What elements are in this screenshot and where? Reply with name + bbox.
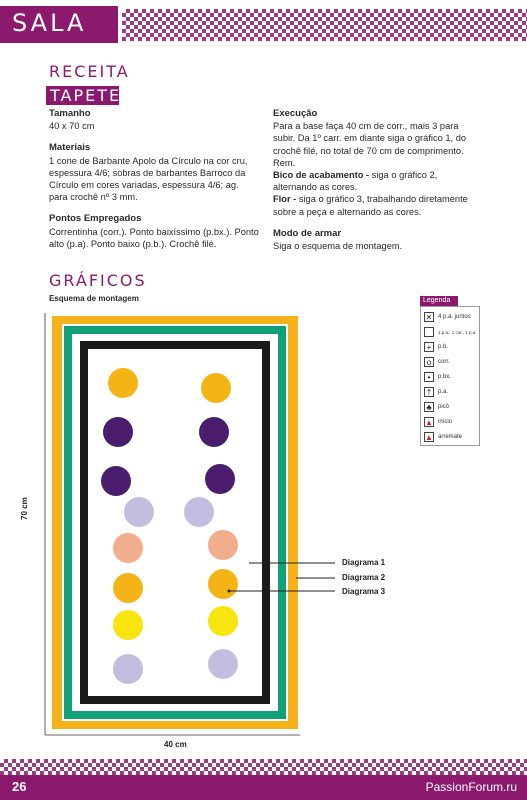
legend-item: • p.bx. [424, 370, 451, 384]
picot-icon: ♣ [424, 402, 434, 412]
section-title: SALA [12, 9, 87, 37]
flower-orange [113, 573, 143, 603]
flower-purple [101, 466, 131, 496]
legend-item: 1 p.a., 1 cor., 1 p.a. [424, 325, 477, 339]
diagram-1-label: Diagrama 1 [342, 558, 386, 567]
exec-title: Execução [273, 108, 318, 119]
graphics-title: GRÁFICOS [49, 271, 147, 290]
legend-title: Legenda [420, 296, 458, 306]
diagram-3-label: Diagrama 3 [342, 587, 386, 596]
flower-lavender [124, 497, 154, 527]
flower-peach [208, 530, 238, 560]
footer-checker-pattern [0, 759, 527, 775]
assembly-diagram [0, 300, 527, 760]
width-label: 40 cm [164, 740, 187, 749]
materials-text: 1 cone de Barbante Apolo da Círculo na cor cru, espessura 4/6; sobras de barbantes Barroco da Círculo em cores variadas, espessura 4/6; ag. para crochê nº 3 mm. [49, 155, 248, 203]
flower-lavender [208, 649, 238, 679]
flower-orange [201, 373, 231, 403]
right-column [273, 108, 483, 262]
rug-center [88, 349, 262, 696]
stitches-text: Correntinha (corr.). Ponto baixíssimo (p.bx.). Ponto alto (p.a). Ponto baixo (p.b.). Crochê filé. [49, 226, 259, 249]
x-cross-icon: ✕ [425, 313, 433, 322]
recipe-label: RECEITA [49, 62, 130, 81]
materials-title: Materiais [49, 142, 91, 154]
exec-text: Para a base faça 40 cm de corr., mais 3 para subir. Da 1º carr. em diante siga o gráfico 1, do crochê filé, no total de 70 cm de comprimento. Rem. [273, 121, 467, 168]
flor-title: Flor - [273, 194, 297, 205]
flower-orange [108, 368, 138, 398]
pointer-dot [228, 590, 231, 593]
legend-item: † p.a. [424, 385, 448, 399]
flower-purple [199, 417, 229, 447]
flower-lavender [113, 654, 143, 684]
legend-item: ♣ picô [424, 400, 449, 414]
page-number: 26 [12, 779, 27, 794]
end-arrow-icon: ▲ [425, 433, 433, 442]
flower-purple [103, 417, 133, 447]
legend-item: ▲ arremate [425, 433, 463, 442]
bico-text: siga o gráfico 2, alternando as cores. [273, 170, 438, 193]
bico-title: Bico de acabamento - [273, 170, 370, 181]
size-title: Tamanho [49, 108, 91, 119]
item-title: TAPETE [50, 86, 122, 105]
stitches-title: Pontos Empregados [49, 213, 142, 225]
start-arrow-icon: ▲ [425, 418, 433, 427]
tall-cross-icon: † [424, 387, 434, 397]
flower-yellow [113, 610, 143, 640]
assembly-scheme-label: Esquema de montagem [49, 294, 139, 303]
header-checker-pattern [122, 9, 527, 41]
plus-icon: + [424, 342, 434, 352]
legend-item: + p.b. [424, 340, 448, 354]
size-value: 40 x 70 cm [49, 121, 95, 132]
dot-icon: • [424, 372, 434, 382]
flower-yellow [208, 606, 238, 636]
left-column [49, 108, 259, 260]
flower-peach [113, 533, 143, 563]
montar-text: Siga o esquema de montagem. [273, 241, 403, 252]
flower-orange [208, 569, 238, 599]
flor-text: siga o gráfico 3, trabalhando diretamente sobre a peça e alternando as cores. [273, 194, 468, 217]
legend-item: o corr. [424, 355, 450, 369]
legend-item: ▲ início [425, 418, 453, 427]
flower-lavender [184, 497, 214, 527]
flower-purple [205, 464, 235, 494]
oval-icon: o [424, 357, 434, 367]
diagram-2-label: Diagrama 2 [342, 573, 386, 582]
montar-title: Modo de armar [273, 227, 342, 239]
legend-item: ✕ 4 p.a. juntos [425, 313, 471, 322]
site-watermark: PassionForum.ru [425, 780, 517, 794]
height-label: 70 cm [20, 497, 29, 520]
